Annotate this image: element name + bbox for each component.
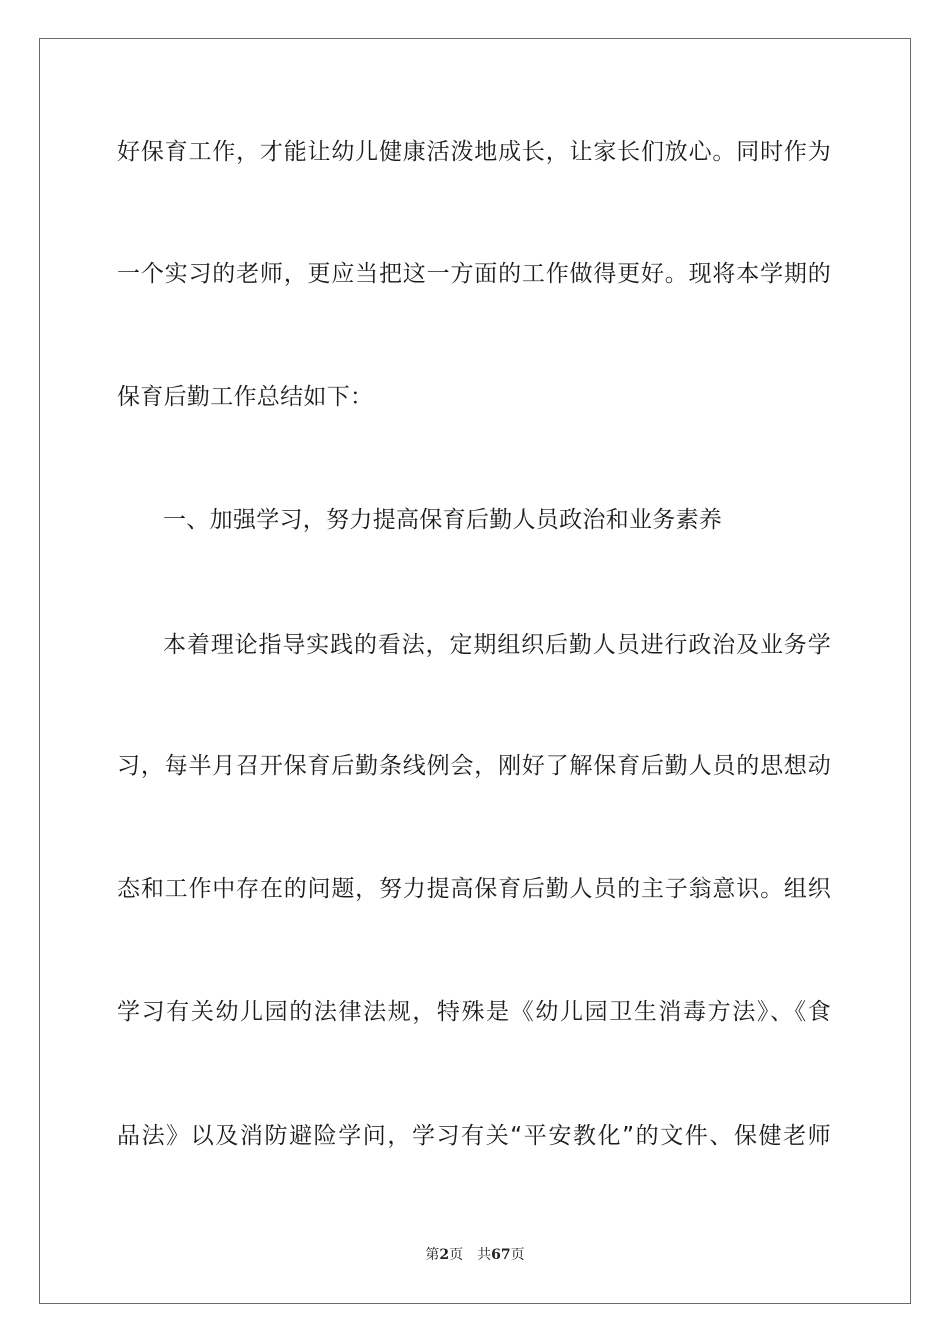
body-text-line-8: 品法》以及消防避险学问，学习有关“平安教化”的文件、保健老师 <box>117 1123 831 1149</box>
page-footer <box>0 1244 950 1264</box>
body-text-line-7: 学习有关幼儿园的法律法规，特殊是《幼儿园卫生消毒方法》、《食 <box>117 999 831 1025</box>
body-text-line-2: 一个实习的老师，更应当把这一方面的工作做得更好。现将本学期的 <box>117 261 831 287</box>
body-text-line-1: 好保育工作，才能让幼儿健康活泼地成长，让家长们放心。同时作为 <box>117 139 831 165</box>
body-text-line-5: 习，每半月召开保育后勤条线例会，刚好了解保育后勤人员的思想动 <box>117 753 831 779</box>
body-text-line-4: 本着理论指导实践的看法，定期组织后勤人员进行政治及业务学 <box>163 632 831 658</box>
footer-total-pages: 67 <box>491 1247 511 1263</box>
body-text-line-3: 保育后勤工作总结如下： <box>117 384 374 410</box>
section-heading: 一、加强学习，努力提高保育后勤人员政治和业务素养 <box>163 507 723 533</box>
footer-page-suffix: 页 <box>449 1247 464 1263</box>
body-text-line-6: 态和工作中存在的问题，努力提高保育后勤人员的主子翁意识。组织 <box>117 876 831 902</box>
page-border <box>39 38 911 1304</box>
footer-page-prefix: 第 <box>425 1247 440 1263</box>
footer-total-suffix: 页 <box>510 1247 525 1263</box>
footer-page-number: 2 <box>439 1247 450 1263</box>
footer-total-prefix: 共 <box>477 1247 492 1263</box>
